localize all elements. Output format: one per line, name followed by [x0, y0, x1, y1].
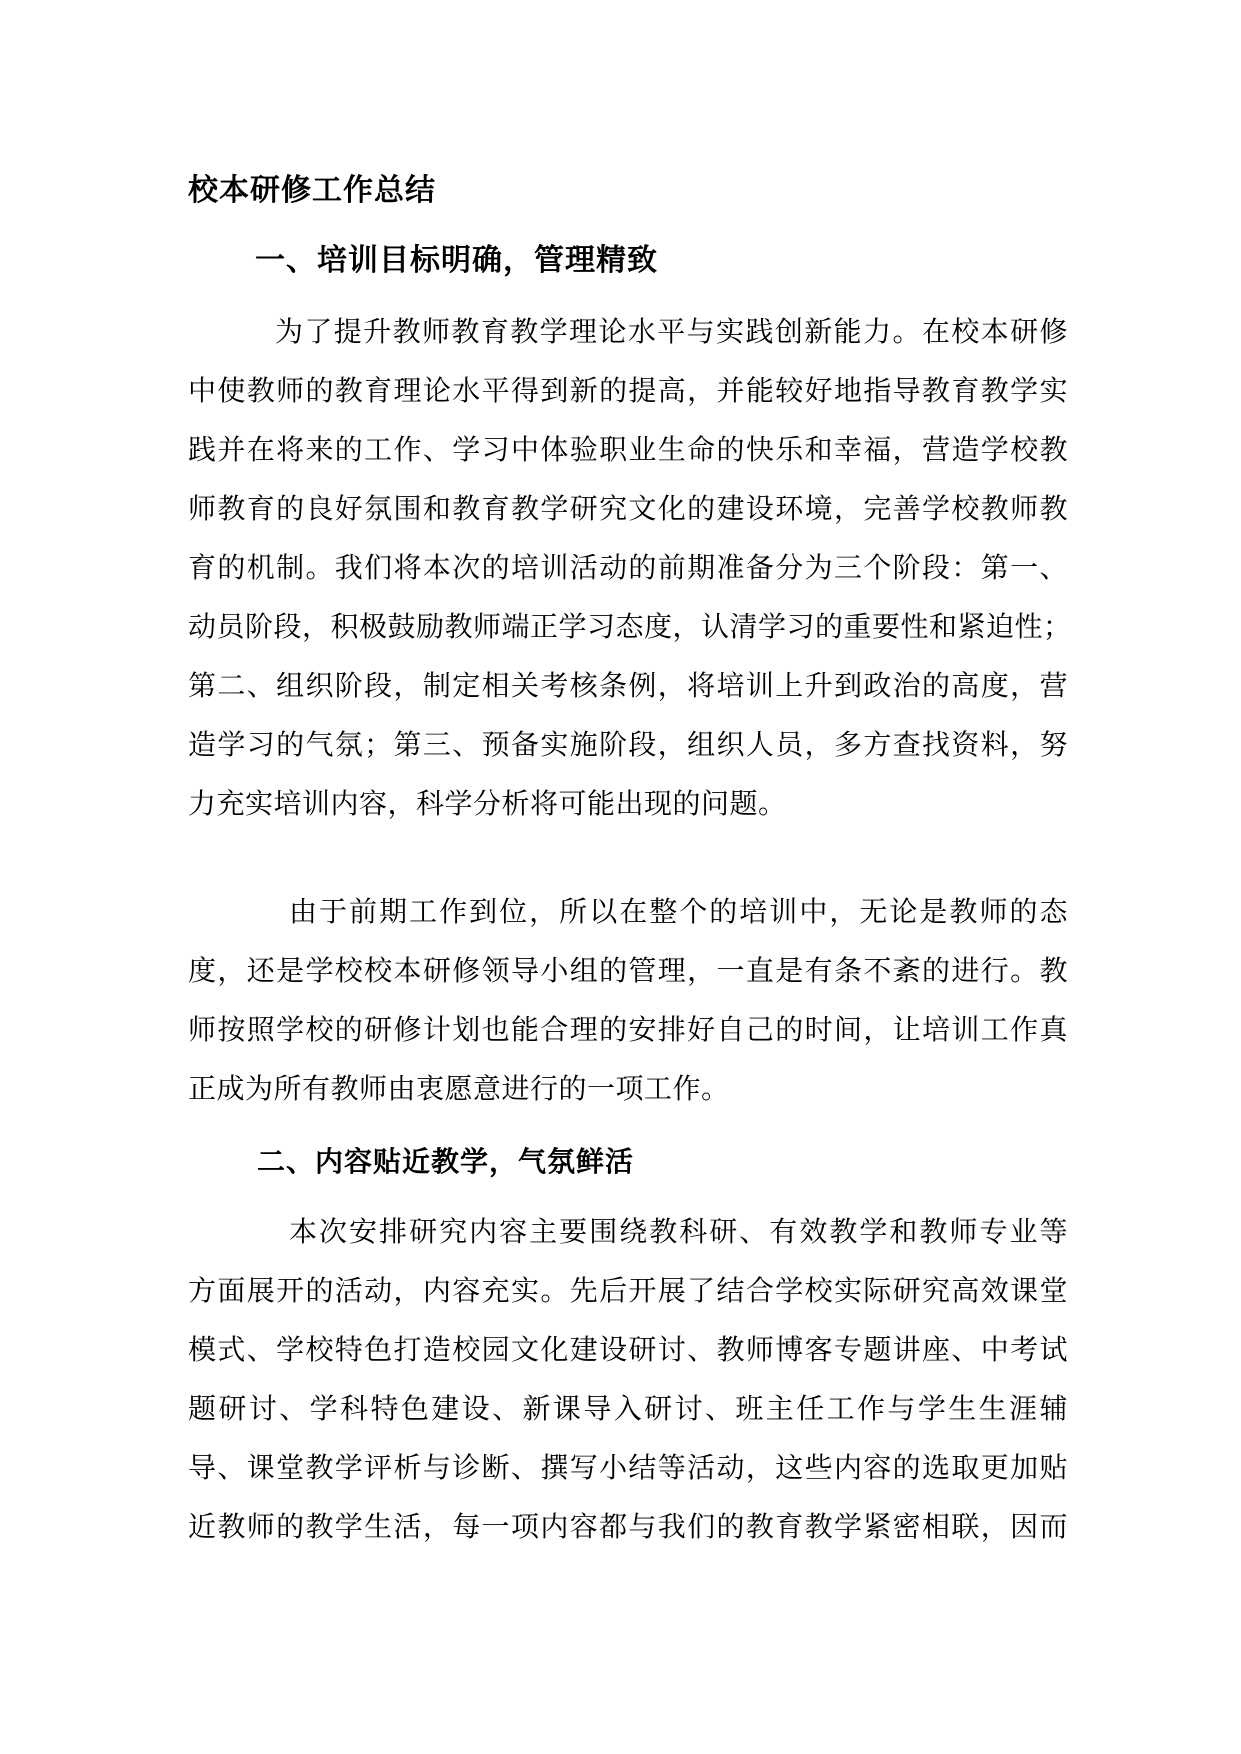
paragraph-line: 造学习的气氛；第三、预备实施阶段，组织人员，多方查找资料，努	[188, 728, 1068, 761]
paragraph-line: 第二、组织阶段，制定相关考核条例，将培训上升到政治的高度，营	[188, 669, 1068, 702]
paragraph-line: 模式、学校特色打造校园文化建设研讨、教师博客专题讲座、中考试	[188, 1333, 1068, 1366]
paragraph-line: 践并在将来的工作、学习中体验职业生命的快乐和幸福，营造学校教	[188, 433, 1068, 466]
paragraph-line: 中使教师的教育理论水平得到新的提高，并能较好地指导教育教学实	[188, 374, 1068, 407]
paragraph-line: 力充实培训内容，科学分析将可能出现的问题。	[188, 787, 787, 820]
paragraph-3	[188, 1202, 1068, 1556]
paragraph-1	[188, 302, 1072, 833]
paragraph-line: 育的机制。我们将本次的培训活动的前期准备分为三个阶段：第一、	[188, 551, 1068, 584]
paragraph-line: 近教师的教学生活，每一项内容都与我们的教育教学紧密相联，因而	[188, 1510, 1068, 1543]
paragraph-line: 导、课堂教学评析与诊断、撰写小结等活动，这些内容的选取更加贴	[188, 1451, 1068, 1484]
paragraph-line: 度，还是学校校本研修领导小组的管理，一直是有条不紊的进行。教	[188, 954, 1068, 987]
paragraph-2	[188, 882, 1068, 1118]
section-heading-1: 一、培训目标明确，管理精致	[255, 243, 658, 278]
paragraph-line: 本次安排研究内容主要围绕教科研、有效教学和教师专业等	[289, 1215, 1068, 1248]
paragraph-line: 为了提升教师教育教学理论水平与实践创新能力。在校本研修	[275, 315, 1068, 348]
paragraph-line: 由于前期工作到位，所以在整个的培训中，无论是教师的态	[289, 895, 1068, 928]
paragraph-line: 方面展开的活动，内容充实。先后开展了结合学校实际研究高效课堂	[188, 1274, 1068, 1307]
paragraph-line: 师教育的良好氛围和教育教学研究文化的建设环境，完善学校教师教	[188, 492, 1068, 525]
paragraph-line: 正成为所有教师由衷愿意进行的一项工作。	[188, 1072, 730, 1105]
paragraph-line: 动员阶段，积极鼓励教师端正学习态度，认清学习的重要性和紧迫性；	[188, 610, 1072, 643]
section-heading-2: 二、内容贴近教学，气氛鲜活	[257, 1145, 635, 1178]
document-title: 校本研修工作总结	[188, 173, 436, 208]
paragraph-line: 师按照学校的研修计划也能合理的安排好自己的时间，让培训工作真	[188, 1013, 1068, 1046]
paragraph-line: 题研讨、学科特色建设、新课导入研讨、班主任工作与学生生涯辅	[188, 1392, 1068, 1425]
